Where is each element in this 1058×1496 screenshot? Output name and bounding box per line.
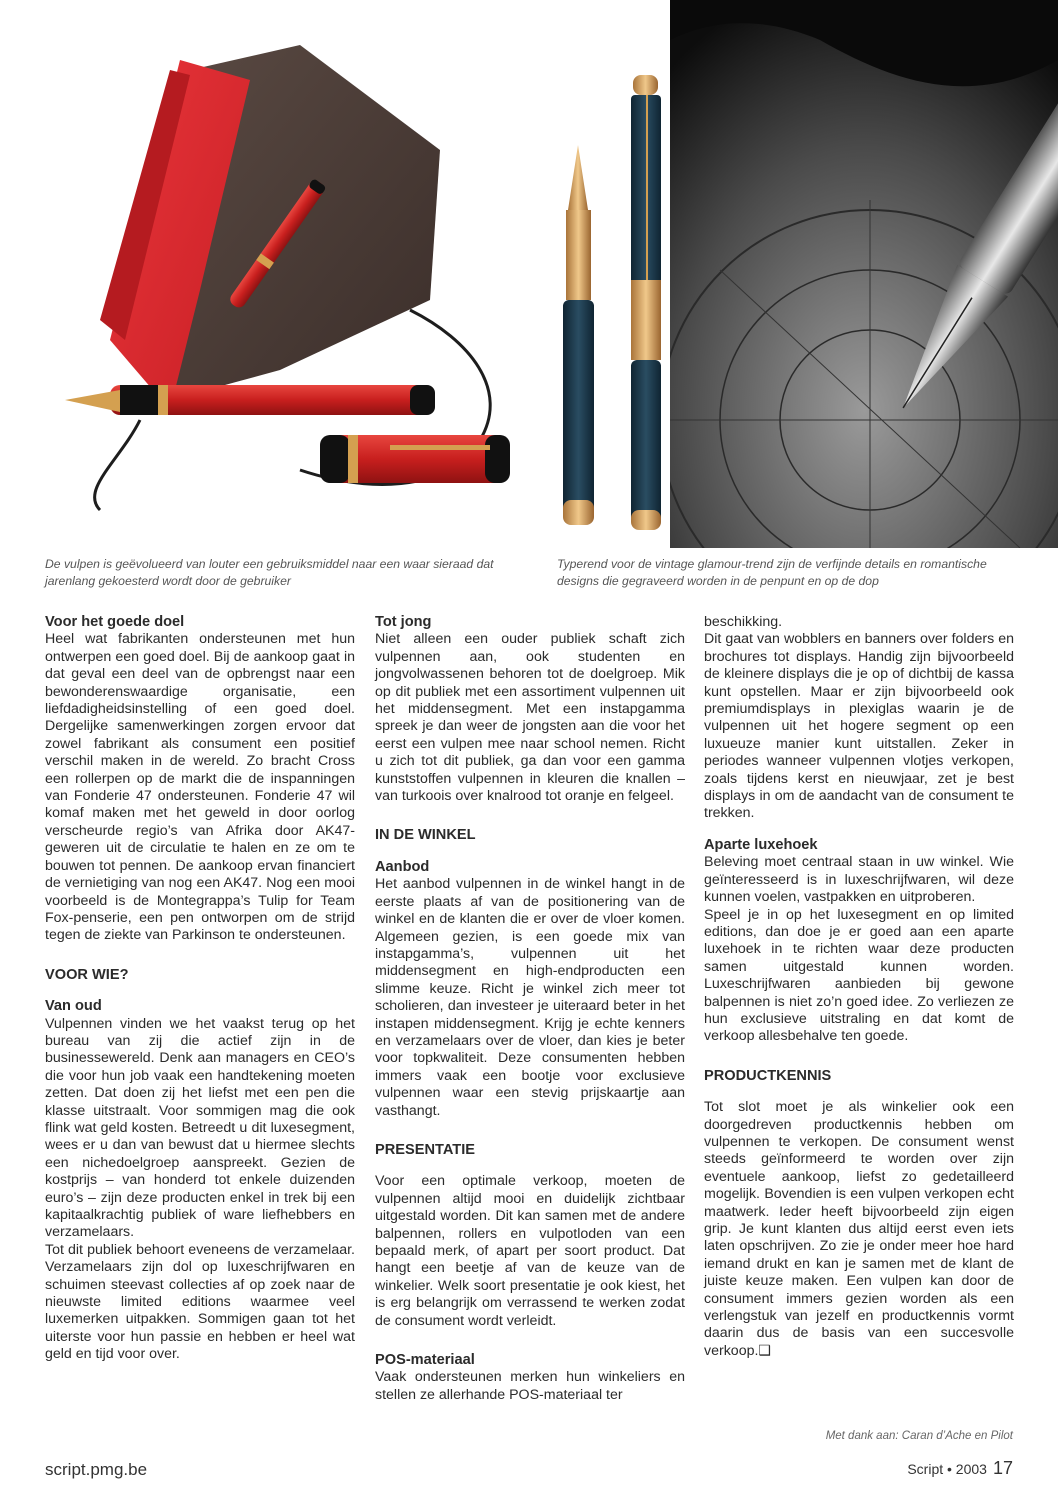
- photo-bw-nib: [670, 0, 1058, 548]
- column-2: [375, 614, 685, 1404]
- paragraph-final: [704, 1099, 1014, 1360]
- column-1: [45, 614, 355, 1364]
- section-productkennis: PRODUCTKENNIS: [704, 1067, 832, 1084]
- paragraph: Speel je in op het luxesegment en op limited editions, dan doe je er goed aan een aparte luxehoek in te richten waar deze producten samen uitgestald kunnen worden. Luxeschrijfwaren aanbieden bij gewone balpennen is niet zo’n goed idee. Zo verliezen ze hun exclusieve uitstraling en dat komt de verkoop allesbehalve ten goede.: [704, 906, 1014, 1045]
- heading-aparte-luxehoek: Aparte luxehoek: [704, 836, 818, 853]
- paragraph: Vaak ondersteunen merken hun winkeliers en stellen ze allerhande POS-materiaal ter: [375, 1369, 685, 1403]
- heading-pos-materiaal: POS-materiaal: [375, 1352, 475, 1369]
- caption-right: Typerend voor de vintage glamour-trend zijn de verfijnde details en romantische designs die gegraveerd worden in de penpunt en op de dop: [557, 557, 987, 588]
- section-voor-wie: VOOR WIE?: [45, 966, 129, 983]
- paragraph: Niet alleen een ouder publiek schaft zich vulpennen aan, ook studenten en jongvolwassenen behoren tot de doelgroep. Mik op dit publiek met een assortiment vulpennen uit het middensegment. Met een instapgamma spreek je dan weer de jongsten aan die voor het eerst een vulpen mee naar school nemen. Richt u zich tot dit publiek, ga dan voor een gamma kunststoffen vulpennen in kleuren die knallen – van turkoois over knalrood tot oranje en felgeel.: [375, 631, 685, 805]
- credit-line: Met dank aan: Caran d’Ache en Pilot: [825, 1430, 1013, 1442]
- footer-issue: [907, 1458, 1013, 1479]
- photo-gold-pens: [548, 40, 678, 550]
- pouch-illustration: [40, 40, 545, 550]
- paragraph: Tot dit publiek behoort eveneens de verzamelaar. Verzamelaars zijn dol op luxeschrijfwaren en schuimen steevast collecties af op zoek naar de nieuwste limited editions waarmee veel luxemerken uitpakken. Sommigen gaan tot het uiterste voor hun passie en hebben er heel wat geld en tijd voor over.: [45, 1241, 355, 1363]
- paragraph: Het aanbod vulpennen in de winkel hangt in de eerste plaats af van de positionering van de winkel en de klanten die er over de vloer komen. Algemeen gezien, is een goede mix van instapgamma’s, vulpennen uit het middensegment en high-endproducten een slimme keuze. Richt je winkel zich meer tot scholieren, dan investeer je uiteraard beter in het instapen middensegment. Krijg je echte kenners en verzamelaars over de vloer, dan kies je beter voor topkwaliteit. Deze consumenten hebben immers vaak een bootje voor exclusieve vulpennen waar een stevig prijskaartje aan vasthangt.: [375, 876, 685, 1119]
- bw-nib-illustration: [670, 0, 1058, 548]
- footer-website: script.pmg.be: [45, 1460, 148, 1479]
- paragraph: Voor een optimale verkoop, moeten de vulpennen altijd mooi en duidelijk zichtbaar uitgestald worden. Dit kan samen met de andere balpennen, rollers en vulpotloden van een bepaald merk, of apart per soort product. Dat hangt een beetje af van de keuze van de winkelier. Welk soort presentatie je ook kiest, het is erg belangrijk om verrassend te werken zodat de consument wordt verleidt.: [375, 1173, 685, 1329]
- caption-left: De vulpen is geëvolueerd van louter een gebruiksmiddel naar een waar sieraad dat jarenlang gekoesterd wordt door de gebruiker: [45, 557, 494, 588]
- end-mark: ❑: [758, 1342, 772, 1359]
- heading-voor-het-goede-doel: Voor het goede doel: [45, 614, 185, 630]
- heading-van-oud: Van oud: [45, 998, 102, 1015]
- gold-pens-illustration: [548, 40, 678, 550]
- page-number: 17: [992, 1458, 1013, 1478]
- paragraph: Dit gaat van wobblers en banners over folders en brochures tot displays. Handig zijn bijvoorbeeld de kleinere displays die je op of dichtbij de kassa kunt opstellen. Maar er zijn bijvoorbeeld ook premiumdisplays in plexiglas waarin je de vulpennen uit het hogere segment op een luxueuze manier kunt uitstallen. Zeker in periodes wanneer vulpennen vlotjes verkopen, zoals tijdens kerst en nieuwjaar, zet je best displays in om de aandacht van de consument te trekken.: [704, 631, 1014, 822]
- section-in-de-winkel: IN DE WINKEL: [375, 827, 476, 844]
- paragraph: Vulpennen vinden we het vaakst terug op het bureau van zij die actief zijn in de businessewereld. Denk aan managers en CEO’s die voor hun job vaak een handtekening moeten zetten. Dat doen zij het liefst met een pen die klasse uitstraalt. Voor sommigen mag die ook flink wat geld kosten. Betreedt u dit luxesegment, wees er u dan van bewust dat u hiermee slechts een nichedoelgroep aanspreekt. Gezien de kostprijs – van honderd tot enkele duizenden euro’s – zijn deze producten enkel in trek bij een kapitaalkrachtig publiek of ware liefhebbers en verzamelaars.: [45, 1015, 355, 1241]
- paragraph: Beleving moet centraal staan in uw winkel. Wie geïnteresseerd is in luxeschrijfwaren, wil deze kunnen voelen, vastpakken en uitproberen.: [704, 854, 1014, 906]
- photo-pouch-pens: [40, 40, 545, 550]
- paragraph: Heel wat fabrikanten ondersteunen met hun ontwerpen een goed doel. Bij de aankoop gaat in dat geval een deel van de opbrengst naar een bewonderenswaardige organisatie, een liefdadigheidsinstelling of een goed doel. Dergelijke samenwerkingen zorgen ervoor dat zowel fabrikant als consument een positief verschil maken in de wereld. Zo bracht Cross een rollerpen op de markt die de inspanningen van Fonderie 47 ondersteunen. Fonderie 47 wil komaf maken met het geweld in door oorlog verscheurde regio’s van Afrika door AK47-geweren uit de circulatie te halen en ze om te bouwen tot pennen. De aankoop ervan financiert de vernietiging van nog een AK47. Nog een mooi voorbeeld is de Montegrappa’s Tulip for Team Fox-penserie, een pen ontworpen om de strijd tegen de ziekte van Parkinson te ondersteunen.: [45, 631, 355, 944]
- column-3: [704, 614, 1014, 1360]
- section-presentatie: PRESENTATIE: [375, 1141, 476, 1158]
- paragraph-text: Tot slot moet je als winkelier ook een doorgedreven productkennis hebben om vulpennen te verkopen. De consument wenst steeds geïnformeerd te worden over zijn eventuele aankoop, liefst zo gedetailleerd mogelijk. Bovendien is een vulpen verkopen echt maatwerk. Ieder heeft bijvoorbeeld zijn eigen grip. Je kunt klanten dus altijd eerst even iets laten opschrijven. Zo zie je onder meer hoe hard iemand drukt en kan je samen met de klant de juiste keuze maken. Een vulpen kan door de consument immers gezien worden als een verlengstuk van jezelf en productkennis vormt daarin dus de basis van een succesvolle verkoop.: [704, 1099, 1014, 1359]
- heading-tot-jong: Tot jong: [375, 614, 432, 630]
- paragraph: beschikking.: [704, 614, 783, 630]
- issue-label: Script • 2003: [907, 1461, 987, 1477]
- heading-aanbod: Aanbod: [375, 858, 430, 875]
